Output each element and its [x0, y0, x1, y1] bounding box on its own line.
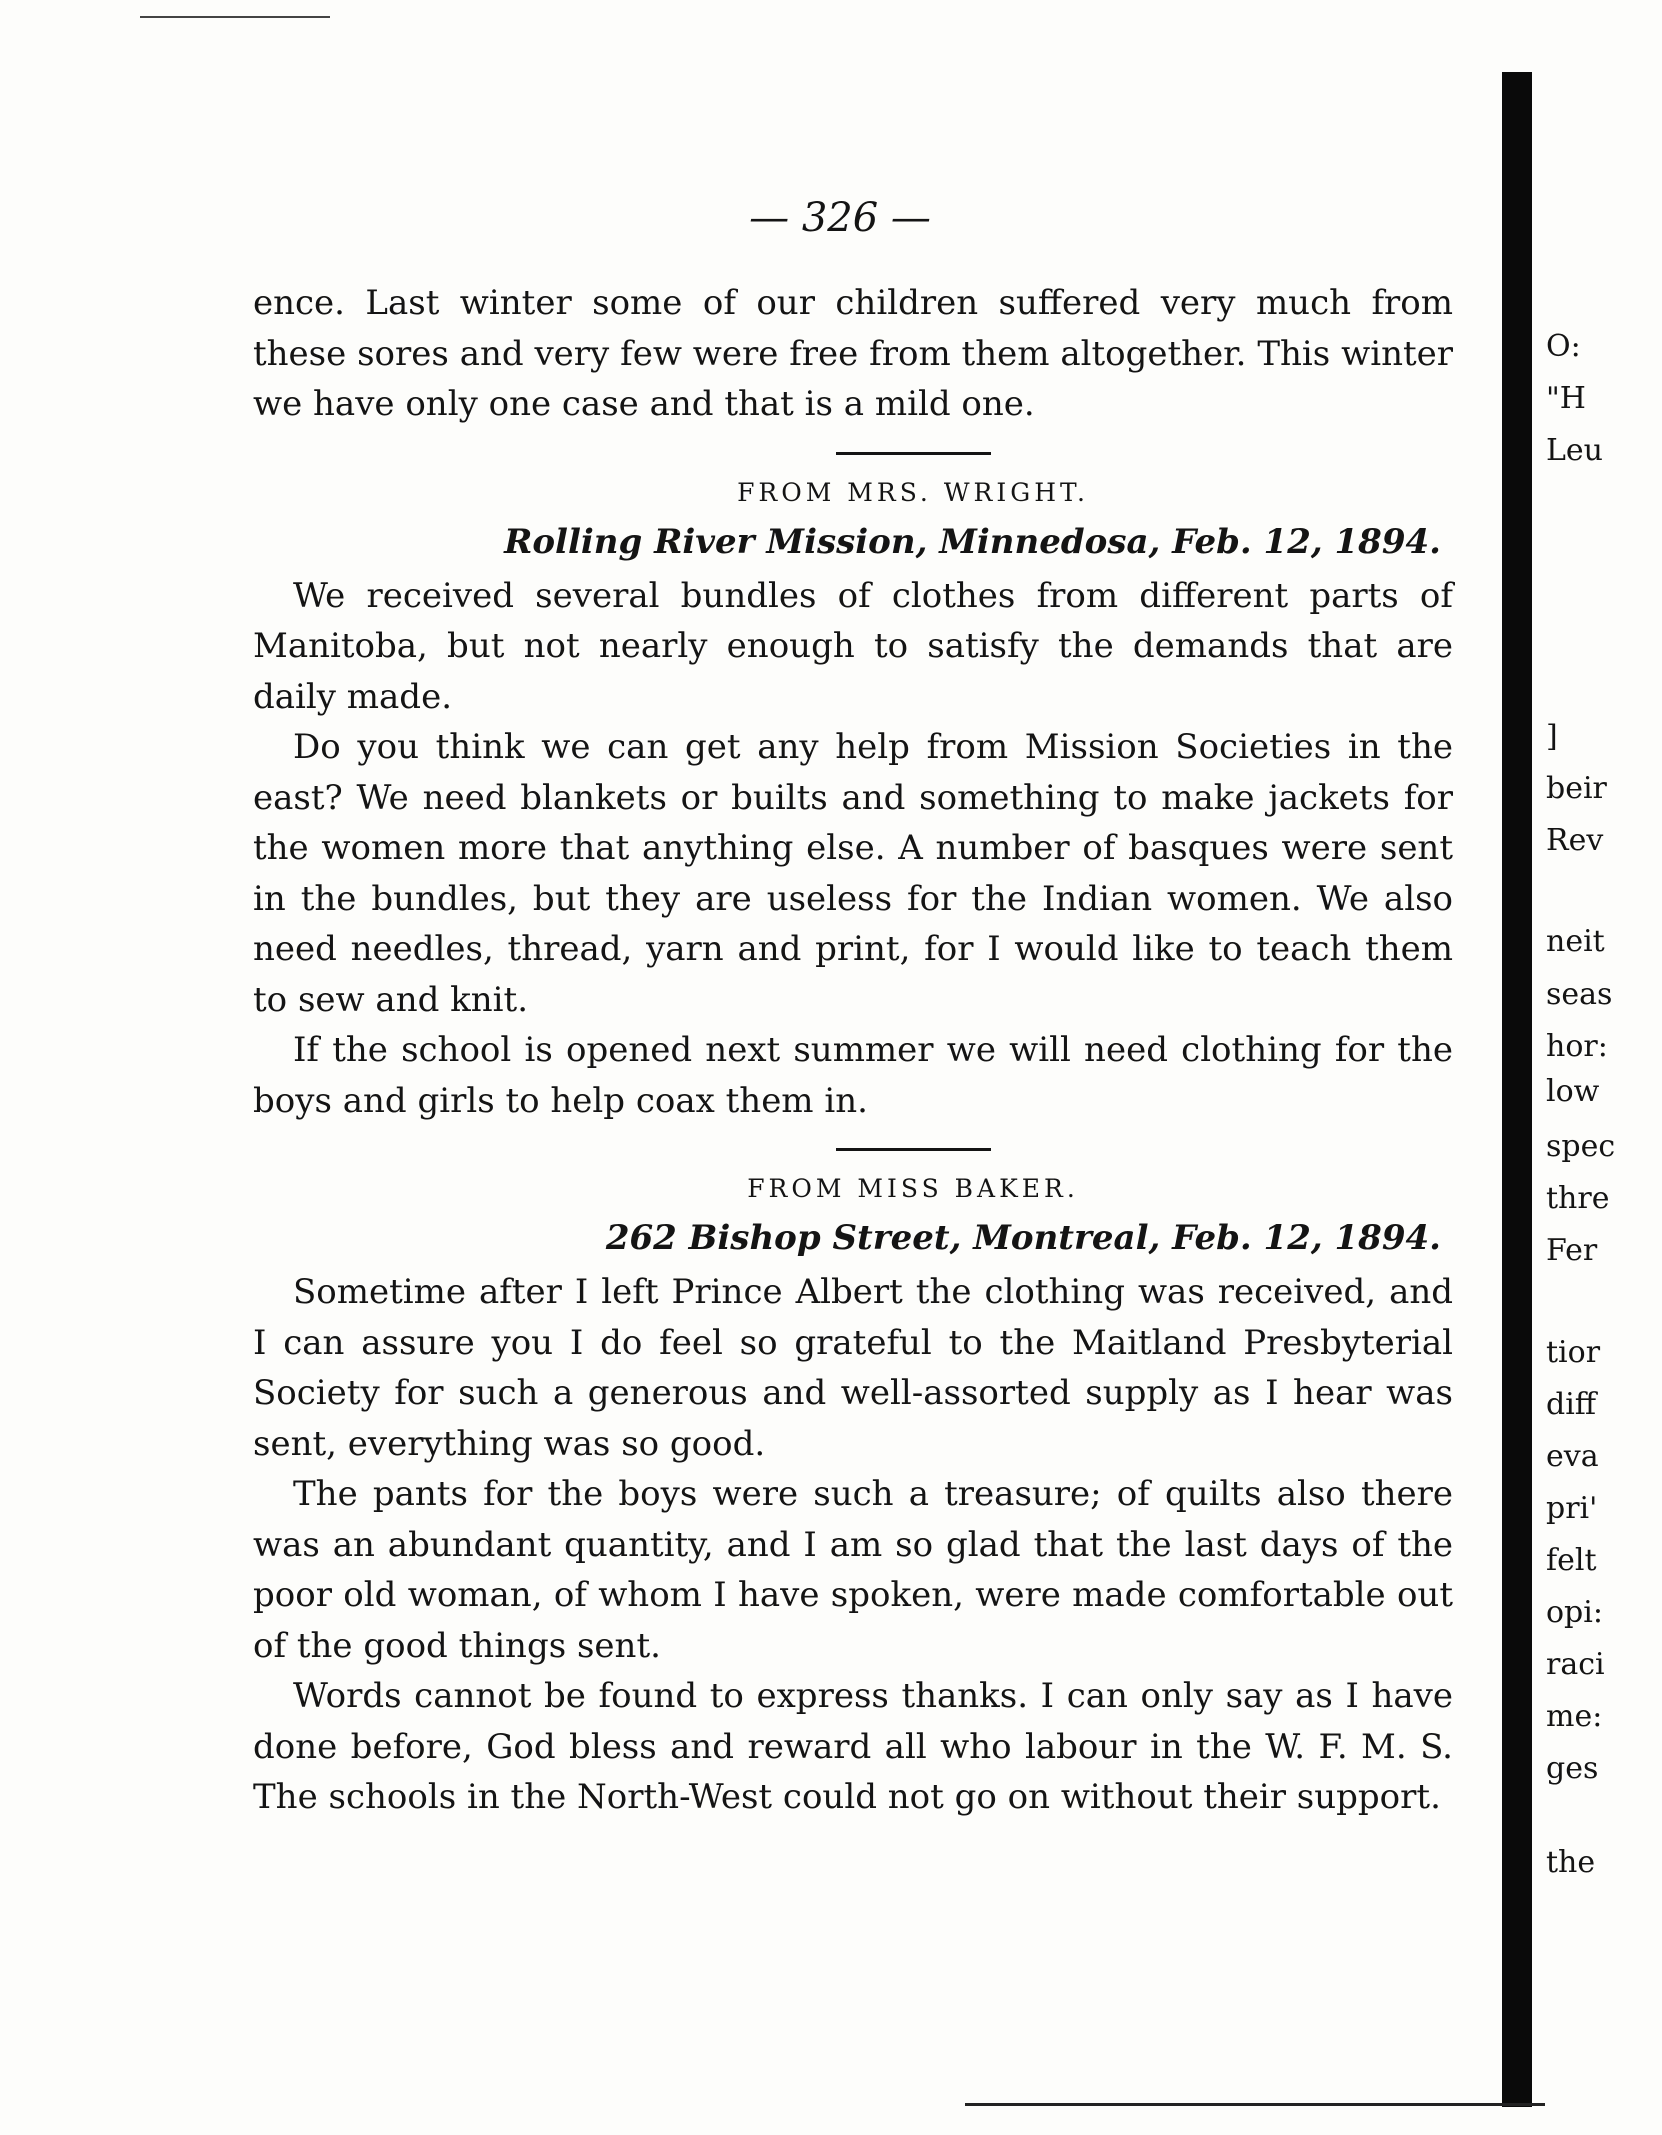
section-dateline: 262 Bishop Street, Montreal, Feb. 12, 1894. — [605, 1218, 1441, 1258]
fragment-line: pri' — [1546, 1491, 1598, 1526]
fragment-line: Leu — [1546, 433, 1603, 468]
top-edge-rule — [140, 16, 330, 18]
section-divider — [836, 452, 991, 455]
intro-paragraph: ence. Last winter some of our children suffered very much from these sores and very few were free from them altogether. This winter we have only one case and that is a mild one. — [253, 283, 1453, 424]
fragment-line: diff — [1546, 1387, 1597, 1422]
fragment-line: the — [1546, 1845, 1596, 1880]
section-heading: FROM MISS BAKER. — [747, 1174, 1079, 1203]
section-divider — [836, 1148, 991, 1151]
body-paragraph: If the school is opened next summer we will need clothing for the boys and girls to help coax them in. — [253, 1030, 1453, 1121]
fragment-line: me: — [1546, 1699, 1603, 1734]
fragment-line: "H — [1546, 381, 1586, 416]
body-paragraph: We received several bundles of clothes from different parts of Manitoba, but not nearly enough to satisfy the demands that are daily made. — [253, 575, 1453, 717]
fragment-line: ] — [1546, 719, 1558, 754]
fragment-line: felt — [1546, 1543, 1597, 1578]
fragment-line: Fer — [1546, 1233, 1598, 1268]
fragment-line: spec — [1546, 1129, 1616, 1164]
fragment-line: neit — [1546, 924, 1605, 959]
fragment-line: beir — [1546, 771, 1607, 806]
fragment-line: hor: — [1546, 1029, 1608, 1064]
section-heading: FROM MRS. WRIGHT. — [737, 477, 1089, 507]
fragment-line: low — [1546, 1074, 1600, 1109]
page-number: — 326 — — [749, 195, 931, 241]
fragment-line: raci — [1546, 1647, 1605, 1682]
fragment-line: O: — [1546, 329, 1581, 364]
bottom-edge-rule — [965, 2103, 1545, 2106]
fragment-line: eva — [1546, 1439, 1599, 1474]
fragment-line: ges — [1546, 1751, 1599, 1786]
fragment-line: Rev — [1546, 823, 1604, 858]
fragment-line: tior — [1546, 1335, 1601, 1370]
fragment-line: seas — [1546, 977, 1613, 1012]
fragment-line: thre — [1546, 1181, 1610, 1216]
body-paragraph: The pants for the boys were such a treasure; of quilts also there was an abundant quantity, and I am so glad that the last days of the poor old woman, of whom I have spoken, were made comfortable out of the good things sent. — [253, 1474, 1453, 1666]
body-paragraph: Do you think we can get any help from Mission Societies in the east? We need blankets or builts and something to make jackets for the women more that anything else. A number of basques were sent in the bundles, but they are useless for the Indian women. We also need needles, thread, yarn and print, for I would like to teach them to sew and knit. — [253, 727, 1453, 1020]
main-text-column — [253, 278, 1453, 1823]
fragment-line: opi: — [1546, 1595, 1603, 1630]
body-paragraph: Words cannot be found to express thanks. I can only say as I have done before, God bless and reward all who labour in the W. F. M. S. The schools in the North-West could not go on without their support. — [253, 1676, 1453, 1817]
section-dateline: Rolling River Mission, Minnedosa, Feb. 12, 1894. — [504, 521, 1441, 562]
book-spine-gutter — [1502, 72, 1532, 2107]
body-paragraph: Sometime after I left Prince Albert the clothing was received, and I can assure you I do feel so grateful to the Maitland Presbyterial Society for such a generous and well-assorted supply as I hear was sent, everything was so good. — [253, 1272, 1453, 1464]
